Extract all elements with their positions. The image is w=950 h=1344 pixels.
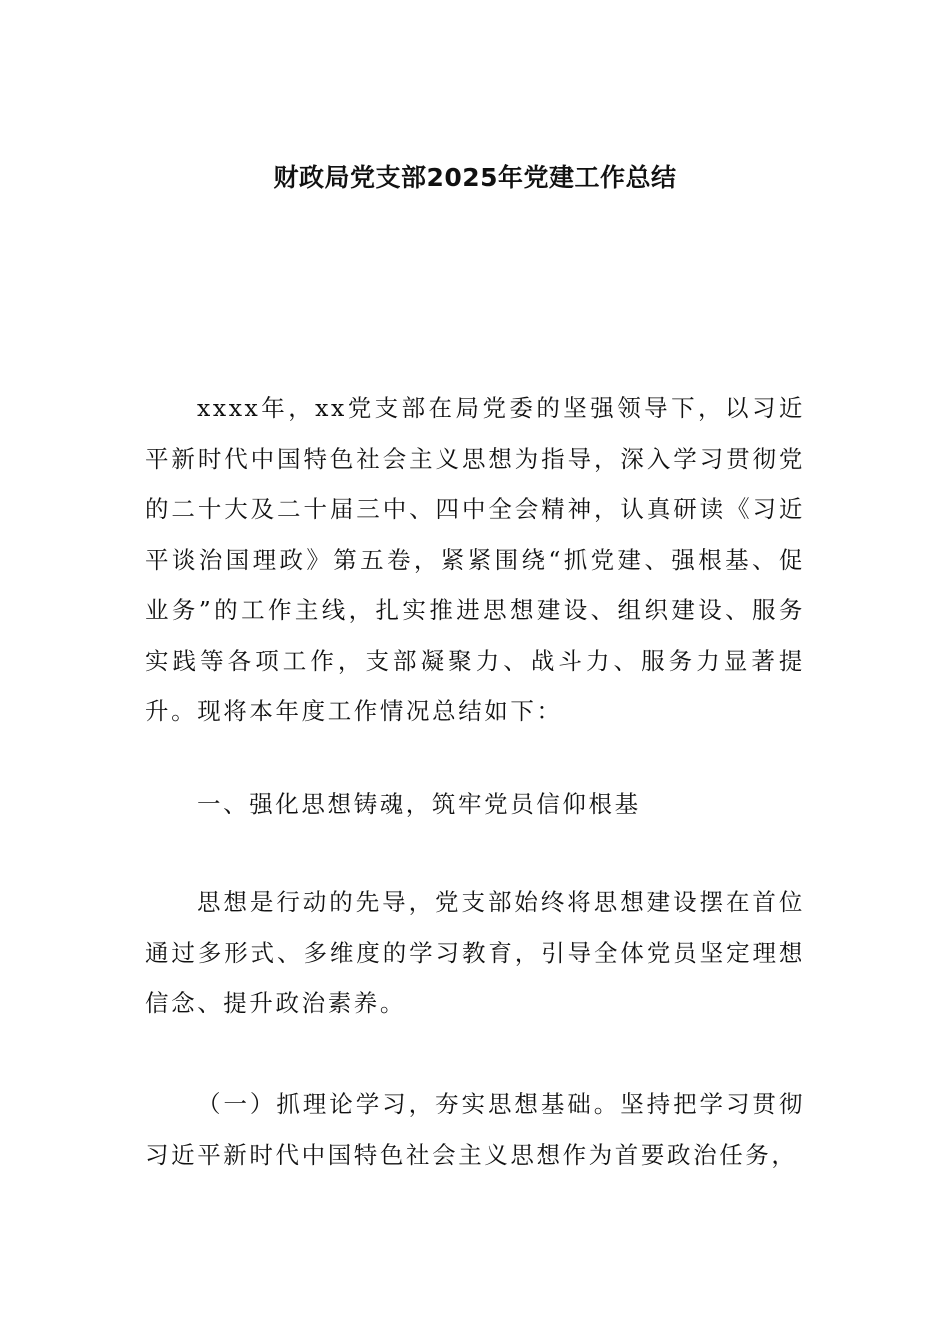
section-heading-1: 一、强化思想铸魂，筑牢党员信仰根基 — [197, 790, 641, 818]
document-title: 财政局党支部2025年党建工作总结 — [273, 163, 677, 192]
section-1-paragraph: 思想是行动的先导，党支部始终将思想建设摆在首位通过多形式、多维度的学习教育，引导全体党员坚定理想信念、提升政治素养。 — [145, 888, 805, 1017]
subsection-1-paragraph: （一）抓理论学习，夯实思想基础。坚持把学习贯彻习近平新时代中国特色社会主义思想作为首要政治任务， — [145, 1090, 805, 1169]
intro-paragraph: xxxx年，xx党支部在局党委的坚强领导下，以习近平新时代中国特色社会主义思想为指导，深入学习贯彻党的二十大及二十届三中、四中全会精神，认真研读《习近平谈治国理政》第五卷，紧紧围绕“抓党建、强根基、促业务”的工作主线，扎实推进思想建设、组织建设、服务实践等各项工作，支部凝聚力、战斗力、服务力显著提升。现将本年度工作情况总结如下： — [145, 394, 805, 725]
